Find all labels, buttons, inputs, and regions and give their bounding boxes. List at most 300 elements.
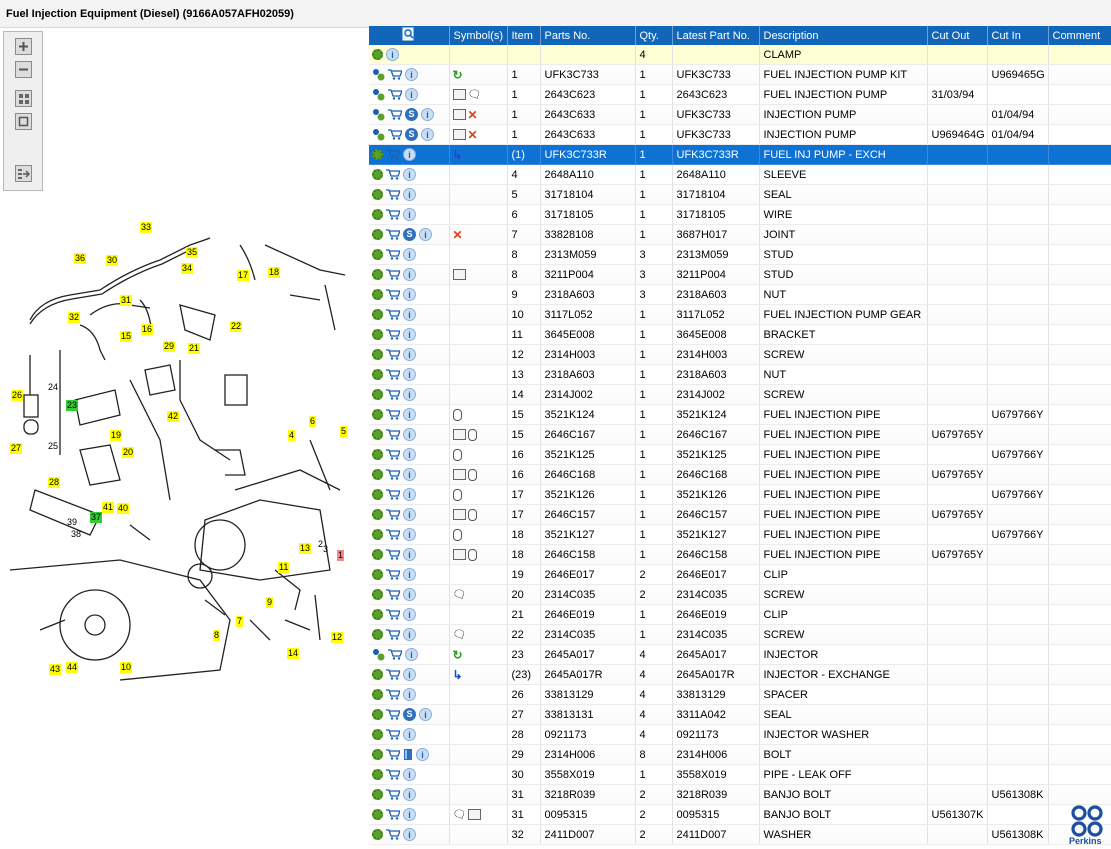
cell-cut-out [927, 385, 987, 405]
export-button[interactable] [15, 165, 32, 182]
table-row[interactable] [369, 425, 1111, 445]
gear-icon[interactable] [372, 149, 383, 160]
cart-icon[interactable] [386, 769, 400, 780]
gear-icon[interactable] [372, 469, 383, 480]
cart-icon[interactable] [386, 309, 400, 320]
info-icon[interactable]: i [403, 268, 416, 281]
gear-icon[interactable] [372, 629, 383, 640]
cart-icon[interactable] [386, 269, 400, 280]
info-icon[interactable]: i [403, 148, 416, 161]
info-icon[interactable]: i [403, 668, 416, 681]
cell-item: 21 [507, 605, 540, 625]
row-actions [369, 805, 449, 825]
cell-cut-out [927, 705, 987, 725]
gear-icon[interactable] [372, 529, 383, 540]
table-row[interactable] [369, 505, 1111, 525]
callout-label[interactable]: 32 [69, 312, 80, 322]
column-header-description[interactable]: Description [759, 26, 927, 45]
cart-icon[interactable] [386, 189, 400, 200]
cart-icon[interactable] [386, 369, 400, 380]
info-icon[interactable]: i [416, 748, 429, 761]
callout-label[interactable]: 26 [12, 390, 23, 400]
callout-label[interactable]: 5 [341, 426, 347, 436]
cell-cut-out [927, 45, 987, 65]
callout-label[interactable]: 10 [121, 662, 132, 672]
cell-parts-no: 3558X019 [540, 765, 635, 785]
row-symbols [449, 65, 507, 85]
cell-cut-in [987, 165, 1048, 185]
info-icon[interactable]: i [403, 328, 416, 341]
info-icon[interactable]: i [403, 528, 416, 541]
gear-icon[interactable] [372, 209, 383, 220]
gear-icon[interactable] [372, 429, 383, 440]
table-row[interactable] [369, 325, 1111, 345]
row-actions [369, 365, 449, 385]
cart-icon[interactable] [386, 209, 400, 220]
table-row[interactable] [369, 445, 1111, 465]
table-row[interactable] [369, 45, 1111, 65]
cell-qty: 1 [635, 505, 672, 525]
cart-icon[interactable] [386, 829, 400, 840]
table-row[interactable] [369, 565, 1111, 585]
table-row[interactable] [369, 185, 1111, 205]
book-icon[interactable] [403, 748, 413, 761]
row-actions [369, 525, 449, 545]
callout-label[interactable]: 24 [48, 382, 59, 392]
callout-label[interactable]: 28 [49, 477, 60, 487]
cart-icon[interactable] [386, 629, 400, 640]
info-icon[interactable]: i [403, 308, 416, 321]
cell-item: 31 [507, 805, 540, 825]
cell-comment [1048, 105, 1111, 125]
callout-label[interactable]: 16 [142, 324, 153, 334]
cart-icon[interactable] [386, 509, 400, 520]
table-row[interactable] [369, 725, 1111, 745]
table-row[interactable] [369, 225, 1111, 245]
table-row[interactable] [369, 385, 1111, 405]
gear-icon[interactable] [372, 609, 383, 620]
cell-description: SEAL [759, 705, 927, 725]
cell-latest-part-no: 3521K126 [672, 485, 759, 505]
kit-gears-icon[interactable] [372, 88, 385, 101]
cell-comment [1048, 605, 1111, 625]
info-icon[interactable]: i [403, 348, 416, 361]
callout-label[interactable]: 12 [332, 632, 343, 642]
callout-label[interactable]: 30 [107, 255, 118, 265]
row-symbols [449, 465, 507, 485]
cell-parts-no: 2646C157 [540, 505, 635, 525]
callout-label[interactable]: 9 [267, 597, 273, 607]
callout-label[interactable]: 23 [67, 400, 78, 410]
cart-icon[interactable] [386, 169, 400, 180]
cell-item: 16 [507, 445, 540, 465]
info-icon[interactable]: i [403, 728, 416, 741]
gear-icon[interactable] [372, 269, 383, 280]
info-icon[interactable]: i [403, 248, 416, 261]
callout-label[interactable]: 6 [310, 416, 316, 426]
kit-gears-icon[interactable] [372, 128, 385, 141]
table-row[interactable] [369, 485, 1111, 505]
info-icon[interactable]: i [403, 548, 416, 561]
cell-comment [1048, 145, 1111, 165]
cart-icon[interactable] [388, 129, 402, 140]
info-icon[interactable]: i [403, 808, 416, 821]
cell-item: 18 [507, 545, 540, 565]
gear-icon[interactable] [372, 189, 383, 200]
table-row[interactable] [369, 365, 1111, 385]
cell-qty: 1 [635, 65, 672, 85]
gear-icon[interactable] [372, 169, 383, 180]
cart-icon[interactable] [386, 529, 400, 540]
cart-icon[interactable] [388, 69, 402, 80]
table-row[interactable] [369, 665, 1111, 685]
info-icon[interactable]: i [403, 688, 416, 701]
cart-icon[interactable] [386, 609, 400, 620]
table-row[interactable] [369, 625, 1111, 645]
callout-label[interactable]: 22 [231, 321, 242, 331]
cell-parts-no: 2645A017R [540, 665, 635, 685]
cart-icon[interactable] [386, 749, 400, 760]
callout-label[interactable]: 19 [111, 430, 122, 440]
table-row[interactable] [369, 165, 1111, 185]
info-icon[interactable]: i [403, 208, 416, 221]
table-row[interactable] [369, 465, 1111, 485]
cell-cut-in [987, 685, 1048, 705]
column-header-qty[interactable]: Qty. [635, 26, 672, 45]
gear-icon[interactable] [372, 449, 383, 460]
column-header-cut-in[interactable]: Cut In [987, 26, 1048, 45]
row-actions [369, 265, 449, 285]
parts-table-container[interactable] [369, 26, 1111, 849]
table-row[interactable] [369, 405, 1111, 425]
cart-icon[interactable] [386, 689, 400, 700]
callout-label[interactable]: 35 [187, 247, 198, 257]
exchange-icon: ↳ [452, 147, 463, 162]
cart-icon[interactable] [386, 349, 400, 360]
zoom-out-button[interactable] [15, 61, 32, 78]
row-actions [369, 225, 449, 245]
cart-icon[interactable] [386, 289, 400, 300]
cell-qty: 1 [635, 445, 672, 465]
column-header-cut-out[interactable]: Cut Out [927, 26, 987, 45]
row-actions [369, 445, 449, 465]
cart-icon[interactable] [386, 569, 400, 580]
row-symbols [449, 665, 507, 685]
cart-icon[interactable] [386, 789, 400, 800]
cell-comment [1048, 245, 1111, 265]
info-icon[interactable]: i [403, 188, 416, 201]
cart-icon[interactable] [386, 729, 400, 740]
callout-label[interactable]: 39 [67, 517, 78, 527]
row-actions [369, 705, 449, 725]
callout-label[interactable]: 34 [182, 263, 193, 273]
column-header-parts-no[interactable]: Parts No. [540, 26, 635, 45]
cell-description: SCREW [759, 385, 927, 405]
callout-label[interactable]: 36 [75, 253, 86, 263]
cell-qty: 4 [635, 45, 672, 65]
info-icon[interactable]: i [403, 288, 416, 301]
table-row[interactable] [369, 825, 1111, 845]
column-header-comment[interactable]: Comment [1048, 26, 1111, 45]
info-icon[interactable]: i [403, 788, 416, 801]
table-row[interactable] [369, 785, 1111, 805]
column-header-symbols[interactable]: Symbol(s) [449, 26, 507, 45]
column-header-icon[interactable] [369, 26, 449, 45]
row-actions [369, 625, 449, 645]
cart-icon[interactable] [386, 249, 400, 260]
table-row[interactable] [369, 205, 1111, 225]
info-icon[interactable]: i [403, 628, 416, 641]
kit-gears-icon[interactable] [372, 68, 385, 81]
gear-icon[interactable] [372, 389, 383, 400]
gear-icon[interactable] [372, 689, 383, 700]
table-row[interactable] [369, 105, 1111, 125]
cell-item: 19 [507, 565, 540, 585]
table-row[interactable] [369, 245, 1111, 265]
cell-cut-out [927, 745, 987, 765]
gear-icon[interactable] [372, 309, 383, 320]
table-row[interactable] [369, 525, 1111, 545]
table-row[interactable] [369, 805, 1111, 825]
info-icon[interactable]: i [421, 128, 434, 141]
cart-icon[interactable] [386, 149, 400, 160]
gear-icon[interactable] [372, 589, 383, 600]
info-icon[interactable]: i [403, 448, 416, 461]
gear-icon[interactable] [372, 829, 383, 840]
info-icon[interactable]: i [405, 88, 418, 101]
column-header-item[interactable]: Item [507, 26, 540, 45]
gear-icon[interactable] [372, 329, 383, 340]
row-actions [369, 145, 449, 165]
callout-label[interactable]: 13 [300, 543, 311, 553]
info-icon[interactable]: i [386, 48, 399, 61]
info-icon[interactable]: i [403, 468, 416, 481]
info-icon[interactable]: i [403, 388, 416, 401]
cell-item [507, 45, 540, 65]
callout-label[interactable]: 2 [318, 539, 324, 549]
table-row[interactable] [369, 605, 1111, 625]
service-icon[interactable]: S [403, 708, 416, 721]
cart-icon[interactable] [386, 429, 400, 440]
row-actions [369, 285, 449, 305]
callout-label[interactable]: 3 [323, 544, 329, 554]
info-icon[interactable]: i [403, 768, 416, 781]
table-row[interactable] [369, 145, 1111, 165]
cart-icon[interactable] [386, 449, 400, 460]
row-actions [369, 65, 449, 85]
table-row[interactable] [369, 65, 1111, 85]
info-icon[interactable]: i [421, 108, 434, 121]
cell-cut-out: U679765Y [927, 505, 987, 525]
gear-icon[interactable] [372, 489, 383, 500]
callout-label[interactable]: 8 [214, 630, 220, 640]
table-row[interactable] [369, 285, 1111, 305]
cell-item: 28 [507, 725, 540, 745]
cell-cut-out [927, 205, 987, 225]
info-icon[interactable]: i [405, 68, 418, 81]
kit-gears-icon[interactable] [372, 648, 385, 661]
callout-label[interactable]: 33 [141, 222, 152, 232]
fit-page-button[interactable] [15, 113, 32, 130]
table-row[interactable] [369, 125, 1111, 145]
callout-label[interactable]: 15 [121, 331, 132, 341]
kit-gears-icon[interactable] [372, 108, 385, 121]
cell-comment [1048, 545, 1111, 565]
callout-label[interactable]: 42 [168, 411, 179, 421]
gear-icon[interactable] [372, 729, 383, 740]
column-header-latest-part-no[interactable]: Latest Part No. [672, 26, 759, 45]
table-row[interactable] [369, 705, 1111, 725]
cell-latest-part-no: 2646E019 [672, 605, 759, 625]
fit-all-button[interactable] [15, 90, 32, 107]
cell-comment [1048, 525, 1111, 545]
service-icon[interactable]: S [405, 108, 418, 121]
cell-cut-out: U969464G [927, 125, 987, 145]
callout-label[interactable]: 44 [67, 662, 78, 672]
cell-parts-no: 31718105 [540, 205, 635, 225]
info-icon[interactable]: i [419, 708, 432, 721]
callout-label[interactable]: 17 [238, 270, 249, 280]
zoom-icon [453, 509, 466, 520]
table-row[interactable] [369, 345, 1111, 365]
exploded-parts-diagram[interactable] [0, 200, 362, 690]
table-row[interactable] [369, 645, 1111, 665]
table-row[interactable] [369, 305, 1111, 325]
callout-label[interactable]: 31 [121, 295, 132, 305]
cell-cut-out [927, 345, 987, 365]
cart-icon[interactable] [386, 469, 400, 480]
callout-label[interactable]: 37 [91, 512, 102, 522]
gear-icon[interactable] [372, 809, 383, 820]
callout-label[interactable]: 43 [50, 664, 61, 674]
gear-icon[interactable] [372, 409, 383, 420]
cell-latest-part-no: 33813129 [672, 685, 759, 705]
table-row[interactable] [369, 265, 1111, 285]
info-icon[interactable]: i [403, 428, 416, 441]
callout-label[interactable]: 1 [338, 550, 344, 560]
table-row[interactable] [369, 545, 1111, 565]
table-row[interactable] [369, 685, 1111, 705]
callout-label[interactable]: 11 [279, 562, 289, 572]
cell-qty: 1 [635, 205, 672, 225]
cart-icon[interactable] [386, 229, 400, 240]
gear-icon[interactable] [372, 749, 383, 760]
gear-icon[interactable] [372, 789, 383, 800]
cell-parts-no: 2314H003 [540, 345, 635, 365]
cell-latest-part-no: 2645A017 [672, 645, 759, 665]
cart-icon[interactable] [386, 589, 400, 600]
callout-label[interactable]: 41 [103, 502, 114, 512]
plus-icon [16, 39, 31, 54]
gear-icon[interactable] [372, 769, 383, 780]
cell-cut-in [987, 225, 1048, 245]
info-icon[interactable]: i [405, 648, 418, 661]
table-row[interactable] [369, 585, 1111, 605]
info-icon[interactable]: i [403, 568, 416, 581]
info-icon[interactable]: i [403, 588, 416, 601]
gear-icon[interactable] [372, 549, 383, 560]
cart-icon[interactable] [386, 489, 400, 500]
cart-icon[interactable] [386, 389, 400, 400]
callout-label[interactable]: 21 [189, 343, 200, 353]
info-icon[interactable]: i [403, 608, 416, 621]
cart-icon[interactable] [386, 709, 400, 720]
callout-label[interactable]: 27 [11, 443, 22, 453]
zoom-icon [453, 549, 466, 560]
cart-icon[interactable] [386, 549, 400, 560]
callout-label[interactable]: 38 [71, 529, 82, 539]
callout-label[interactable]: 4 [289, 430, 295, 440]
info-icon[interactable]: i [403, 368, 416, 381]
callout-label[interactable]: 25 [48, 441, 59, 451]
info-icon[interactable]: i [403, 488, 416, 501]
cart-icon[interactable] [388, 89, 402, 100]
cart-icon[interactable] [386, 809, 400, 820]
info-icon[interactable]: i [419, 228, 432, 241]
cell-description: WIRE [759, 205, 927, 225]
gear-icon[interactable] [372, 49, 383, 60]
callout-label[interactable]: 14 [288, 648, 299, 658]
gear-icon[interactable] [372, 709, 383, 720]
info-icon[interactable]: i [403, 828, 416, 841]
cell-cut-out [927, 525, 987, 545]
cell-latest-part-no: 2314H006 [672, 745, 759, 765]
gear-icon[interactable] [372, 509, 383, 520]
cell-qty: 1 [635, 465, 672, 485]
row-symbols [449, 385, 507, 405]
cell-cut-out: U679765Y [927, 425, 987, 445]
cart-icon[interactable] [388, 109, 402, 120]
cell-description: FUEL INJECTION PIPE [759, 465, 927, 485]
cell-cut-out [927, 685, 987, 705]
table-row[interactable] [369, 745, 1111, 765]
callout-label[interactable]: 20 [123, 447, 134, 457]
cart-icon[interactable] [388, 649, 402, 660]
gear-icon[interactable] [372, 229, 383, 240]
info-icon[interactable]: i [403, 408, 416, 421]
cell-description: FUEL INJECTION PIPE [759, 505, 927, 525]
gear-icon[interactable] [372, 569, 383, 580]
gear-icon[interactable] [372, 249, 383, 260]
gear-icon[interactable] [372, 349, 383, 360]
cell-item: 17 [507, 505, 540, 525]
callout-label[interactable]: 29 [164, 341, 175, 351]
cell-parts-no: 2646E019 [540, 605, 635, 625]
gear-icon[interactable] [372, 669, 383, 680]
cell-description: INJECTOR WASHER [759, 725, 927, 745]
callout-label[interactable]: 7 [237, 616, 243, 626]
cart-icon[interactable] [386, 329, 400, 340]
info-icon[interactable]: i [403, 508, 416, 521]
cart-icon[interactable] [386, 669, 400, 680]
gear-icon[interactable] [372, 369, 383, 380]
callout-label[interactable]: 40 [118, 503, 129, 513]
table-row[interactable] [369, 765, 1111, 785]
service-icon[interactable]: S [403, 228, 416, 241]
row-actions [369, 485, 449, 505]
cell-latest-part-no [672, 45, 759, 65]
callout-label[interactable]: 18 [269, 267, 280, 277]
cell-cut-in [987, 645, 1048, 665]
info-icon[interactable]: i [403, 168, 416, 181]
service-icon[interactable]: S [405, 128, 418, 141]
row-symbols [449, 85, 507, 105]
cell-latest-part-no: 3645E008 [672, 325, 759, 345]
zoom-in-button[interactable] [15, 38, 32, 55]
gear-icon[interactable] [372, 289, 383, 300]
cart-icon[interactable] [386, 409, 400, 420]
table-row[interactable] [369, 85, 1111, 105]
